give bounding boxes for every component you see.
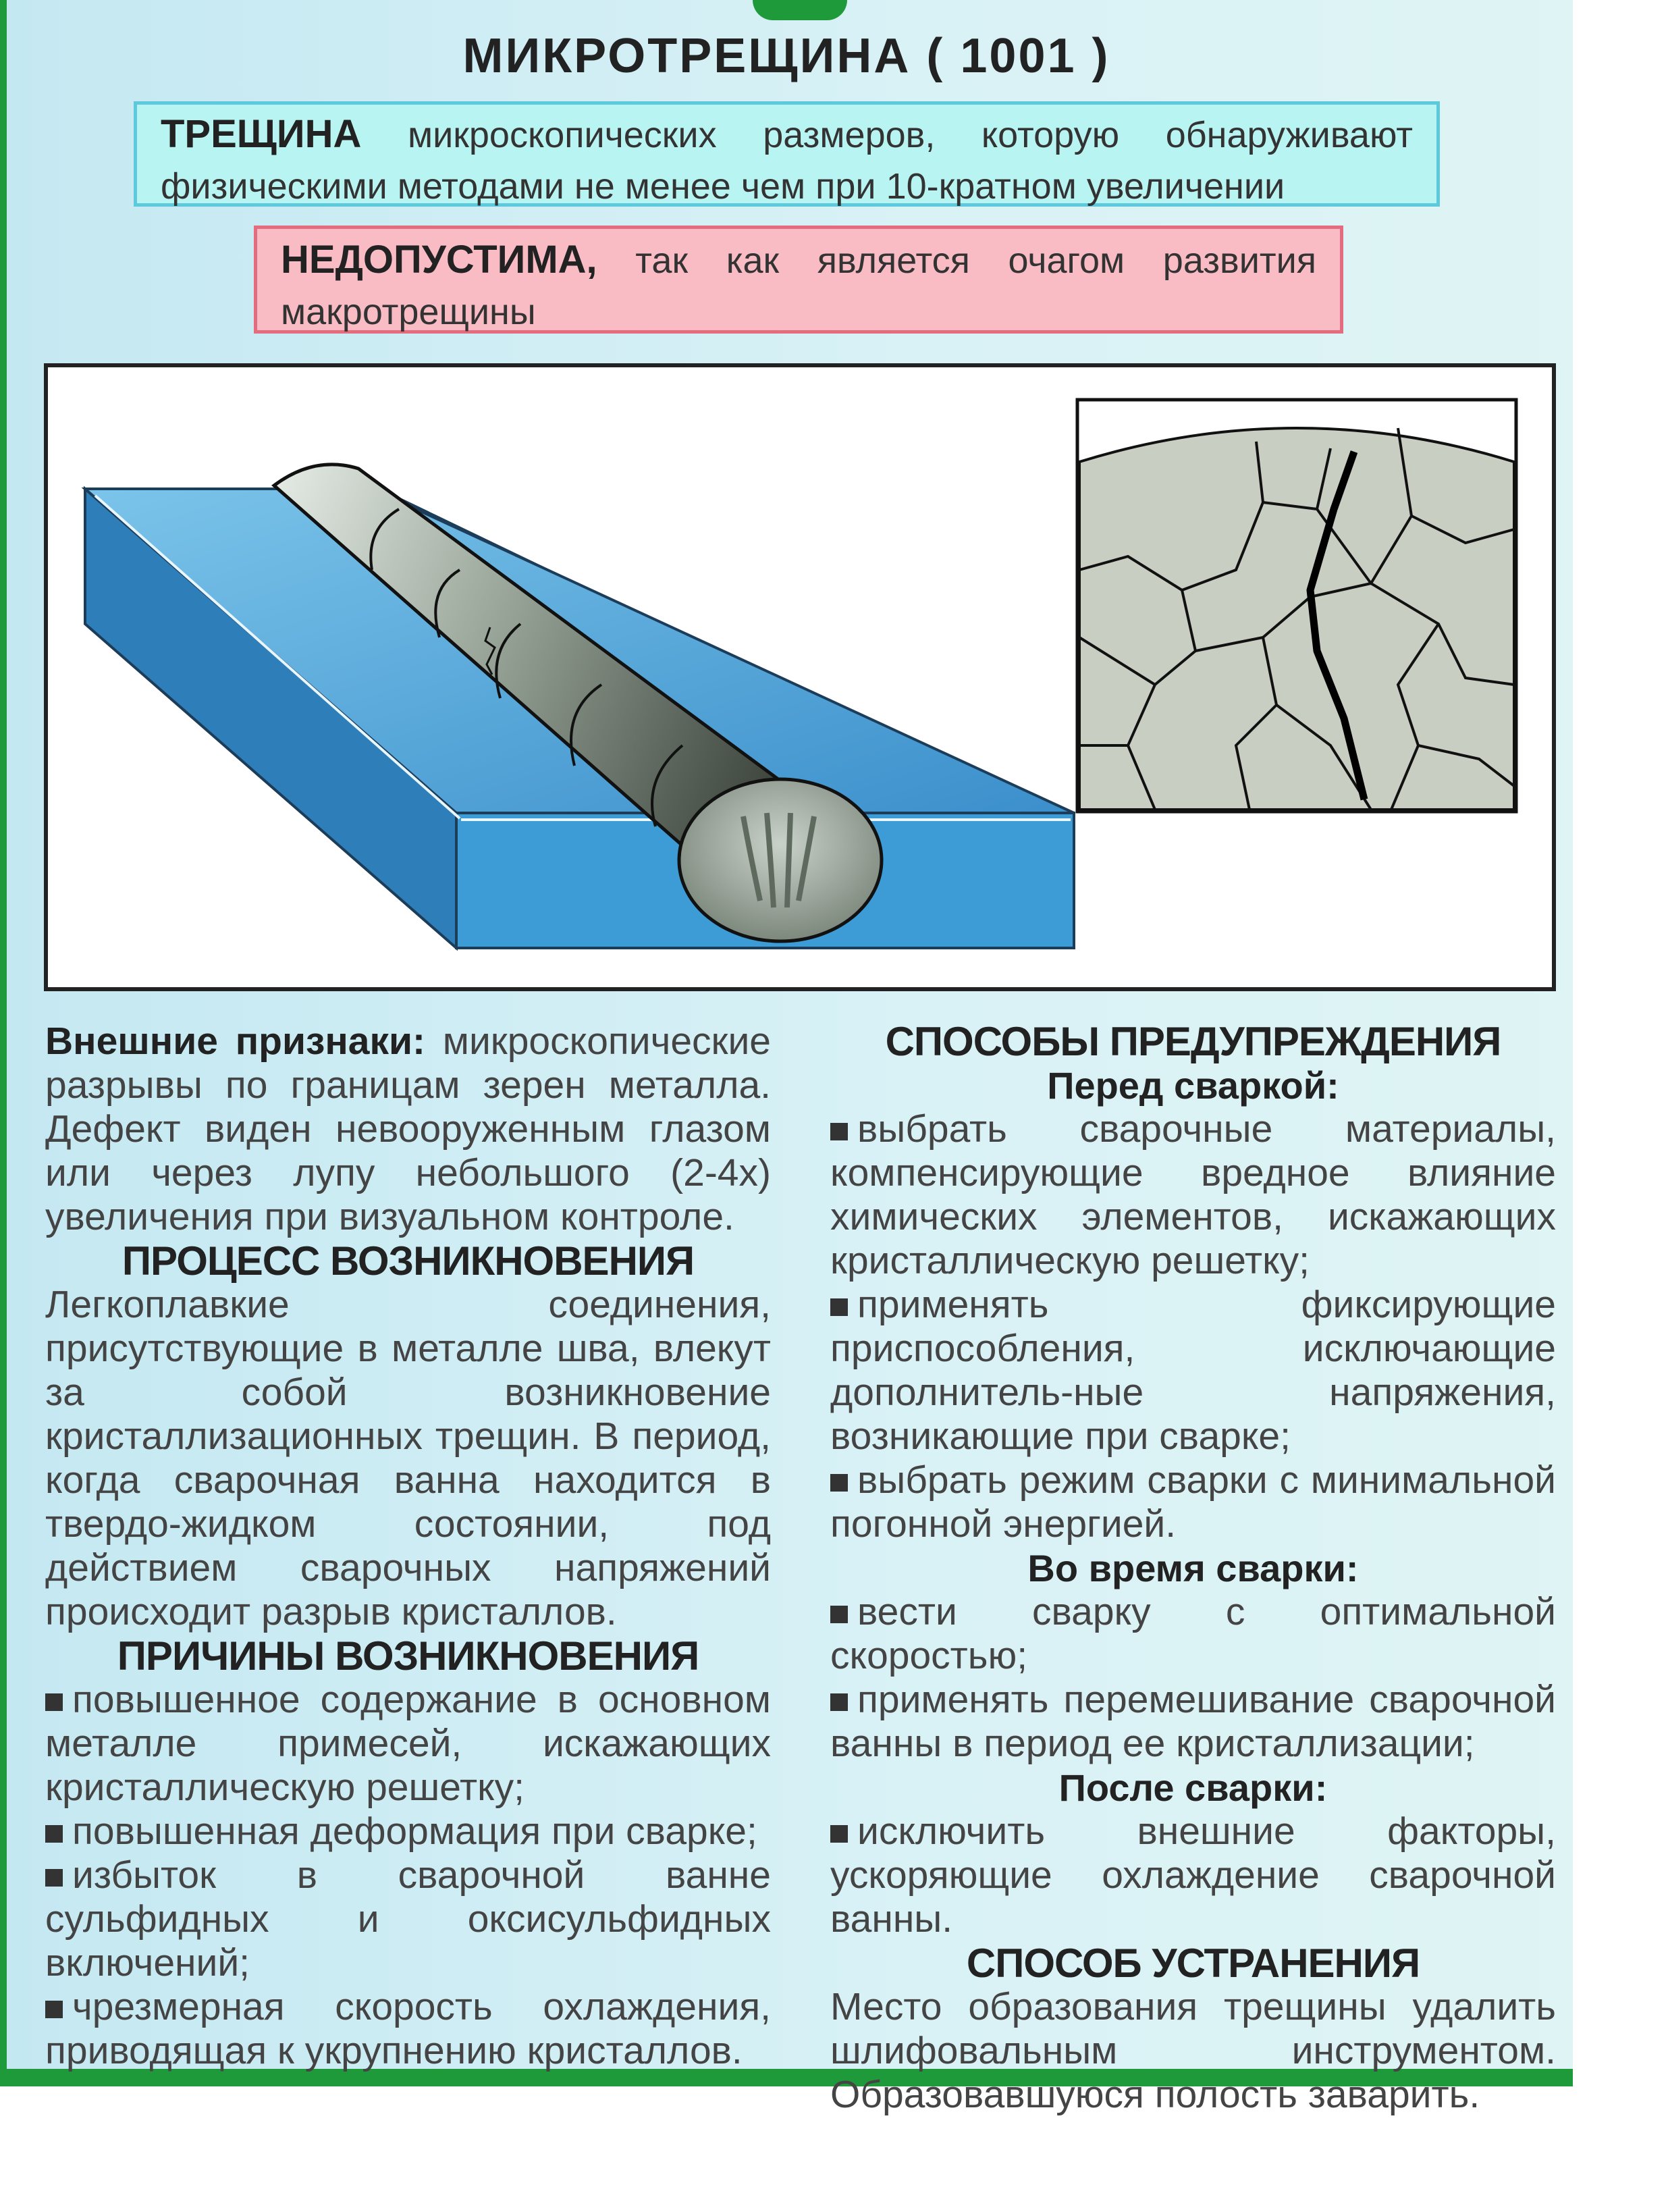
microstructure-inset <box>1077 400 1516 812</box>
process-text: Легкоплавкие соединения, присутствующие в металле шва, влекут за собой возникновение кристаллизационных трещин. В период, когда сварочная ванна находится в твердо-жидком состоянии, под действием сварочных напряжений происходит разрыв кристаллов. <box>45 1283 771 1633</box>
prevention-text: применять фиксирующие приспособления, исключающие дополнитель-ные напряжения, возникающие при сварке; <box>830 1283 1556 1458</box>
cause-text: повышенная деформация при сварке; <box>72 1810 757 1853</box>
warning-text-1: так как является очагом развития <box>635 240 1316 281</box>
bullet-square-icon <box>830 1474 848 1492</box>
left-column <box>45 1020 771 2073</box>
bullet-square-icon <box>830 1693 848 1711</box>
definition-line-1 <box>161 109 1413 161</box>
prevention-item <box>830 1107 1556 1283</box>
definition-term: ТРЕЩИНА <box>161 112 362 156</box>
green-frame-left <box>0 0 7 2086</box>
definition-text-1: микроскопических размеров, которую обнаруживают <box>407 115 1413 155</box>
weld-illustration-svg <box>48 367 1552 987</box>
prevention-item <box>830 1590 1556 1678</box>
signs-text: микроскопические разрывы по границам зерен металла. Дефект виден невооруженным глазом или через лупу небольшого (2-4х) увеличения при визуальном контроле. <box>45 1020 771 1238</box>
signs-label: Внешние признаки: <box>45 1020 426 1063</box>
weld-cross-section <box>679 779 882 941</box>
bullet-square-icon <box>45 1825 63 1843</box>
prevention-text: исключить внешние факторы, ускоряющие охлаждение сварочной ванны. <box>830 1810 1556 1941</box>
during-welding-label: Во время сварки: <box>1027 1547 1359 1589</box>
prevention-heading: СПОСОБЫ ПРЕДУПРЕЖДЕНИЯ <box>885 1019 1501 1064</box>
warning-term: НЕДОПУСТИМА, <box>281 238 597 282</box>
cause-item <box>45 1810 771 1853</box>
prevention-item <box>830 1810 1556 1941</box>
cause-text: чрезмерная скорость охлаждения, приводящая к укрупнению кристаллов. <box>45 1985 771 2072</box>
signs-paragraph <box>45 1020 771 1239</box>
prevention-item <box>830 1678 1556 1766</box>
right-column <box>830 1020 1556 2117</box>
bullet-square-icon <box>830 1606 848 1623</box>
fix-heading: СПОСОБ УСТРАНЕНИЯ <box>966 1941 1420 1986</box>
cause-text: избыток в сварочной ванне сульфидных и оксисульфидных включений; <box>45 1853 771 1984</box>
prevention-item <box>830 1458 1556 1546</box>
cause-item <box>45 1678 771 1810</box>
bullet-square-icon <box>830 1825 848 1843</box>
process-heading: ПРОЦЕСС ВОЗНИКНОВЕНИЯ <box>122 1238 695 1284</box>
definition-box <box>134 101 1440 207</box>
bullet-square-icon <box>45 1693 63 1711</box>
cause-item <box>45 1985 771 2073</box>
after-welding-label: После сварки: <box>1058 1766 1328 1809</box>
before-welding-label: Перед сваркой: <box>1047 1064 1339 1107</box>
prevention-text: вести сварку с оптимальной скоростью; <box>830 1590 1556 1677</box>
fix-text: Место образования трещины удалить шлифовальным инструментом. Образовавшуюся полость заварить. <box>830 1985 1556 2116</box>
prevention-text: применять перемешивание сварочной ванны в период ее кристаллизации; <box>830 1678 1556 1765</box>
prevention-text: выбрать режим сварки с минимальной погонной энергией. <box>830 1458 1556 1546</box>
prevention-text: выбрать сварочные материалы, компенсирующие вредное влияние химических элементов, искажающих кристаллическую решетку; <box>830 1107 1556 1282</box>
warning-text-2: макротрещины <box>281 292 536 332</box>
causes-heading: ПРИЧИНЫ ВОЗНИКНОВЕНИЯ <box>117 1633 699 1679</box>
top-badge <box>753 0 847 20</box>
bullet-square-icon <box>830 1298 848 1316</box>
bullet-square-icon <box>830 1123 848 1140</box>
warning-line-1 <box>281 234 1316 286</box>
bullet-square-icon <box>45 2001 63 2018</box>
definition-text-2: физическими методами не менее чем при 10-кратном увеличении <box>161 166 1285 207</box>
cause-item <box>45 1853 771 1985</box>
cause-text: повышенное содержание в основном металле примесей, искажающих кристаллическую решетку; <box>45 1678 771 1809</box>
warning-box <box>254 226 1343 334</box>
defect-illustration <box>44 363 1556 991</box>
bullet-square-icon <box>45 1869 63 1887</box>
prevention-item <box>830 1283 1556 1458</box>
page-title: МИКРОТРЕЩИНА ( 1001 ) <box>462 29 1110 83</box>
